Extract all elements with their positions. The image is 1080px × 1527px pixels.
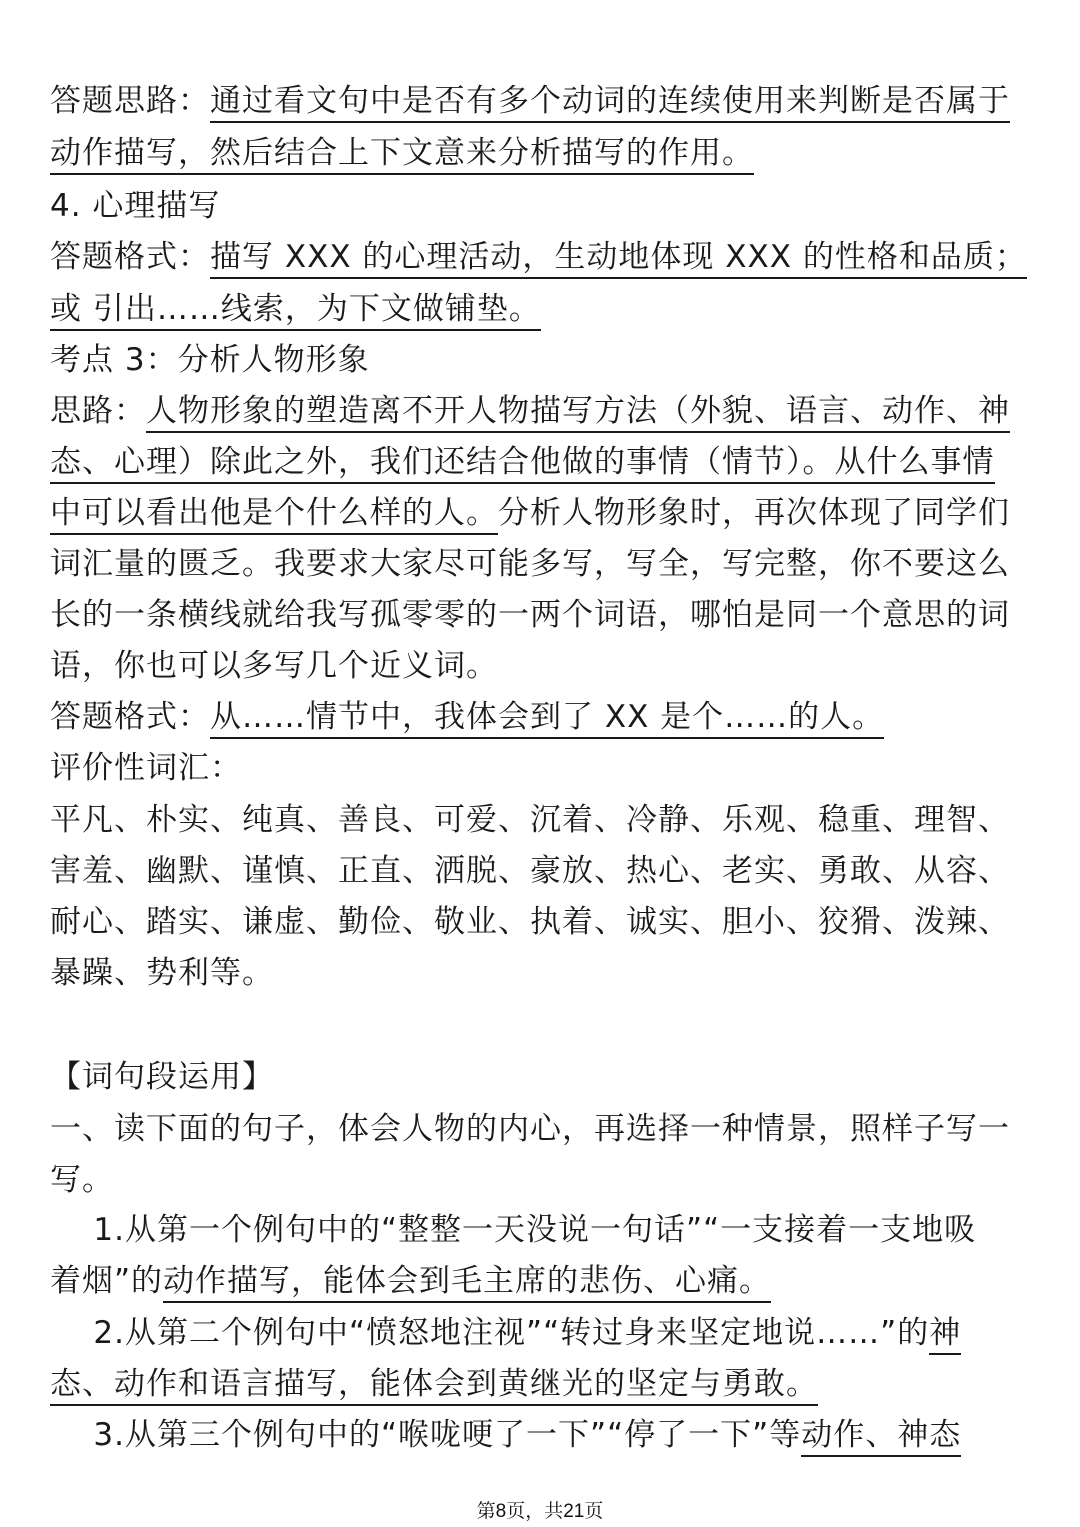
text-line [50, 852, 1010, 890]
text-line [50, 1416, 961, 1454]
text-segment: 考点 3：分析人物形象 [50, 342, 370, 378]
text-line [50, 187, 220, 225]
underlined-answer: 描写 XXX 的心理活动，生动地体现 XXX 的性格和品质； [210, 239, 1027, 279]
text-line [50, 903, 1010, 941]
text-line [50, 1110, 1010, 1148]
text-line [50, 494, 1010, 532]
text-segment: 暴躁、势利等。 [50, 955, 274, 991]
underlined-answer: 态、动作和语言描写，能体会到黄继光的坚定与勇敢。 [50, 1366, 818, 1406]
text-segment: 分析人物形象时，再次体现了同学们 [498, 495, 1010, 531]
text-segment: 写。 [50, 1162, 114, 1198]
text-segment: 语，你也可以多写几个近义词。 [50, 648, 498, 684]
text-line [50, 1161, 114, 1199]
text-segment: 平凡、朴实、纯真、善良、可爱、沉着、冷静、乐观、稳重、理智、 [50, 802, 1010, 838]
underlined-answer: 通过看文句中是否有多个动词的连续使用来判断是否属于 [210, 83, 1010, 123]
text-segment: 着烟”的 [50, 1263, 164, 1299]
text-line [50, 392, 1010, 430]
text-line [50, 1058, 274, 1096]
page-footer: 第8页，共21页 [476, 1501, 604, 1522]
text-segment: 长的一条横线就给我写孤零零的一两个词语，哪怕是同一个意思的词 [50, 597, 1010, 633]
text-line [50, 134, 754, 172]
text-line [50, 801, 1010, 839]
text-line [50, 290, 541, 328]
text-segment: 2.从第二个例句中“愤怒地注视”“转过身来坚定地说……”的 [50, 1315, 930, 1351]
text-line [50, 545, 1010, 583]
text-line [50, 647, 498, 685]
text-line [50, 698, 884, 736]
text-line [50, 749, 242, 787]
underlined-answer: 人物形象的塑造离不开人物描写方法（外貌、语言、动作、神 [146, 393, 1010, 433]
text-segment: 词汇量的匮乏。我要求大家尽可能多写，写全，写完整，你不要这么 [50, 546, 1010, 582]
text-line [50, 1262, 771, 1300]
underlined-answer: 动作描写，能体会到毛主席的悲伤、心痛。 [163, 1263, 771, 1303]
underlined-answer: 神 [929, 1315, 961, 1355]
text-segment: 评价性词汇： [50, 750, 242, 786]
text-line [50, 1211, 976, 1249]
text-line [50, 341, 370, 379]
text-segment: 3.从第三个例句中的“喉咙哽了一下”“停了一下”等 [50, 1417, 802, 1453]
text-segment: 耐心、踏实、谦虚、勤俭、敬业、执着、诚实、胆小、狡猾、泼辣、 [50, 904, 1010, 940]
text-line [50, 1365, 818, 1403]
text-segment: 答题格式： [50, 239, 210, 275]
text-line [50, 82, 1010, 120]
underlined-answer: 态、心理）除此之外，我们还结合他做的事情（情节）。从什么事情 [50, 444, 995, 484]
text-segment: 一、读下面的句子，体会人物的内心，再选择一种情景，照样子写一 [50, 1111, 1010, 1147]
text-line [50, 596, 1010, 634]
text-segment: 1.从第一个例句中的“整整一天没说一句话”“一支接着一支地吸 [50, 1212, 977, 1248]
text-segment: 4. 心理描写 [50, 188, 221, 224]
text-segment: 害羞、幽默、谨慎、正直、洒脱、豪放、热心、老实、勇敢、从容、 [50, 853, 1010, 889]
underlined-answer: 中可以看出他是个什么样的人。 [50, 495, 498, 535]
text-line [50, 443, 995, 481]
underlined-answer: 动作、神态 [801, 1417, 961, 1457]
underlined-answer: 动作描写，然后结合上下文意来分析描写的作用。 [50, 135, 754, 175]
text-segment: 答题格式： [50, 699, 210, 735]
text-segment: 思路： [50, 393, 146, 429]
text-segment: 答题思路： [50, 83, 210, 119]
text-line [50, 238, 1027, 276]
text-segment: 【词句段运用】 [50, 1059, 274, 1095]
text-line [50, 954, 274, 992]
text-line [50, 1314, 961, 1352]
underlined-answer: 或 引出……线索，为下文做铺垫。 [50, 291, 541, 331]
underlined-answer: 从……情节中，我体会到了 XX 是个……的人。 [210, 699, 884, 739]
